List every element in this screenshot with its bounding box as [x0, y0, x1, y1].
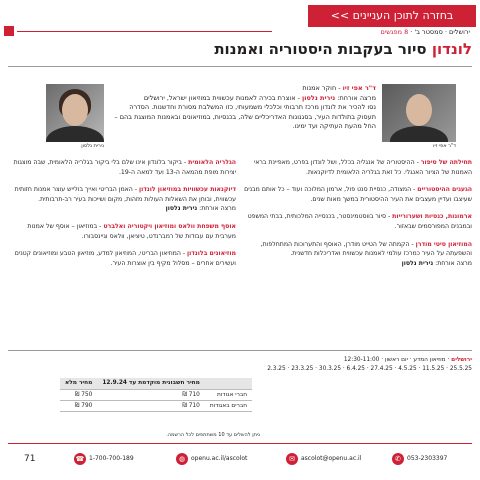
lecture-topic: המוזיאון סיטי מודרן [415, 240, 472, 248]
lecture-text: - סיור בווסטמינסטר, בכנסייה המלכותית, בבתי המשפט ובמבנים המפורסמים שבאזור. [247, 213, 472, 230]
breadcrumb-separator: · [444, 28, 447, 36]
fax-contact[interactable] [74, 452, 134, 466]
schedule-divider [8, 350, 472, 351]
table-header-cell: מחיר חשבונית מוקדמת עד 12.9.24 [97, 378, 205, 389]
lecture-text: - במוזיאון – אוסף של אמנות מערבית עם עבודות של רמברנדט, טיציאן, וולאס וגיינסבורו. [27, 222, 236, 240]
guest-label: מרצה אורחת: [197, 205, 236, 213]
lecture-item [244, 158, 472, 177]
table-header-row [60, 378, 252, 389]
breadcrumb-place: ירושלים [449, 28, 470, 36]
lecture-topic: הגלריה הלאומית [188, 159, 236, 166]
schedule-label: ירושלים [451, 357, 472, 363]
breadcrumb-semester: סמסטר ב' [414, 28, 443, 36]
globe-icon: ◍ [176, 453, 188, 465]
lecture-item [244, 240, 472, 269]
lecture-item [8, 185, 236, 214]
phone-number: 053-2303397 [407, 455, 448, 462]
site-url: openu.ac.il/ascolot [191, 455, 248, 462]
price-note: ניתן להשלים עד 10 משתתפים לכל הרשמה. [166, 432, 260, 438]
fax-icon: ☎ [75, 455, 85, 463]
guest-label: מרצה אורחת: [433, 259, 472, 267]
lectures-column-right [244, 158, 472, 276]
guest-name: נירית נלסון [165, 205, 198, 213]
lecture-topic: תחילתה של סיפור [420, 159, 472, 166]
bio-guest-name: נירית נלסון [302, 93, 336, 102]
lecture-topic: הגעגים ההיסטוריים [417, 186, 472, 194]
title-divider [8, 66, 472, 67]
schedule [240, 356, 472, 374]
table-cell: 710 ₪ [97, 389, 205, 400]
breadcrumb-marker-icon [4, 26, 14, 36]
table-row [60, 389, 252, 400]
lecture-topic: דיוקנאות עכשוויות במוזיאון לונדון [139, 186, 236, 194]
bio-text: נסו להכיר את לונדון מרכז תרבותי וכלכלי משמעותי, כזו המשלבת מסורת וחדשנות. הסדרה תעסוק בתולדות העיר, בסגנונות האדריכליים שלה, בכנסיות, במוזיאונים ובאמנות המוצגת בהם – החל מהעת העתיקה ועד ימינו. [114, 103, 376, 130]
title-city: לונדון [431, 40, 472, 58]
breadcrumb-divider [17, 31, 272, 32]
lecture-item [8, 158, 236, 177]
page-number: 71 [24, 454, 36, 464]
table-cell: חברי אגודות [205, 389, 252, 400]
table-cell: 790 ₪ [60, 400, 97, 411]
title-subtitle: סיור בעקבות היסטוריה ואמנות [214, 40, 427, 58]
lecture-text: - המצודה, כנסיית סנט פול, ארמון המלוכה ועוד – כל אותם מבנים שעיצבו ועדיין מעצבים את העיר ההיסטורית במשך מאות שנים. [244, 186, 472, 203]
footer-divider [8, 443, 472, 444]
table-header-cell: מחיר מלא [60, 378, 97, 389]
breadcrumb-separator: · [410, 28, 413, 36]
price-table [60, 378, 252, 412]
lecture-item [8, 222, 236, 241]
breadcrumb [270, 28, 470, 36]
schedule-details: · מוזיאון המדע · יום ראשון · 12:30-11:00 [343, 357, 452, 363]
lecture-topic: מוזיאונים בלונדון [187, 250, 236, 258]
lecturer-caption-right: ד"ר אפי זיו [433, 143, 456, 149]
lecturer-photo-right [382, 84, 456, 142]
guest-name: נירית נלסון [401, 259, 434, 267]
lecture-text: - ההיסטוריה של אנגליה בכלל, ושל לונדון בפרט, מאפיינת בראי האמנות של הציור האנגלי. כל זאת בגלריה הלאומית לדיוקנאות. [253, 159, 472, 176]
lecture-text: - הקמתה של הטייט מודרן, האוסף והתערוכות המתחלפות, והשפעתה על העיר כמרכז עולמי לאמנות עכשווית ואדריכלות חדשנית. [260, 240, 472, 258]
lecturer-caption-left: נירית נלסון [81, 143, 104, 149]
lecture-topic: אוסף משפחת וולאס ומוזיאון ויקטוריה ואלברט [103, 222, 236, 230]
lecture-text: - האמן הבריטי ואייך בולייש עוצר אמנות חזותית עכשווית, ובוחן את השאלות העולות מזהות, מקום ושייכות בעיר רב-תרבותית. [14, 186, 236, 203]
page-title [160, 40, 472, 58]
lecture-text: - ביקור בלונדון אינו שלם בלי ביקור בגלריה הלאומית, שבה מוצגות יצירות מופת מהמאה ה-13 ועד למאה ה-19. [13, 159, 236, 176]
back-to-contents-link[interactable]: בחזרה לתוכן העניינים >> [308, 5, 476, 27]
email-link[interactable] [286, 452, 361, 466]
lecture-topic: ארמונות, כנסיות ושערורייות [392, 213, 472, 221]
bio-guest-label: מרצה אורחת: [335, 93, 376, 102]
email-address: ascolot@openu.ac.il [301, 455, 362, 462]
bio-guest-role: - אוצרת בכירה לאמנות עכשווית במוזיאון ישראל, ירושלים [143, 93, 303, 102]
phone-icon: ✆ [392, 453, 404, 465]
table-cell: 710 ₪ [97, 400, 205, 411]
table-cell: 750 ₪ [60, 389, 97, 400]
schedule-dates: 25.5.25 · 11.5.25 · 4.5.25 · 27.4.25 · 6.4.25 · 30.3.25 · 23.3.25 · 2.3.25 [267, 366, 472, 372]
site-link[interactable] [176, 452, 247, 466]
table-cell: חברים באגודות [205, 400, 252, 411]
fax-number: 1-700-700-189 [89, 455, 134, 462]
phone-link[interactable] [392, 452, 447, 466]
lecturer-photo-left [46, 84, 104, 142]
breadcrumb-series: 8 מפגשים [380, 28, 409, 36]
lecture-item [244, 185, 472, 204]
lecture-text: - המוזיאון הבריטי, המוזיאון למדע, מוזיאון הטבע ומוזיאונים קטנים ועשירים אחרים – מסלול מקיף בין אוצרות העיר. [14, 250, 236, 267]
bio-name: ד"ר אפי זיו [342, 84, 376, 92]
lectures-column-left [8, 158, 236, 276]
lecture-item [8, 249, 236, 268]
lecture-item [244, 212, 472, 231]
lecturer-bio [110, 84, 376, 132]
table-header-cell [205, 378, 252, 389]
email-icon: ✉ [286, 453, 298, 465]
bio-role: - חוקר אמנות [302, 84, 343, 92]
table-row [60, 400, 252, 411]
